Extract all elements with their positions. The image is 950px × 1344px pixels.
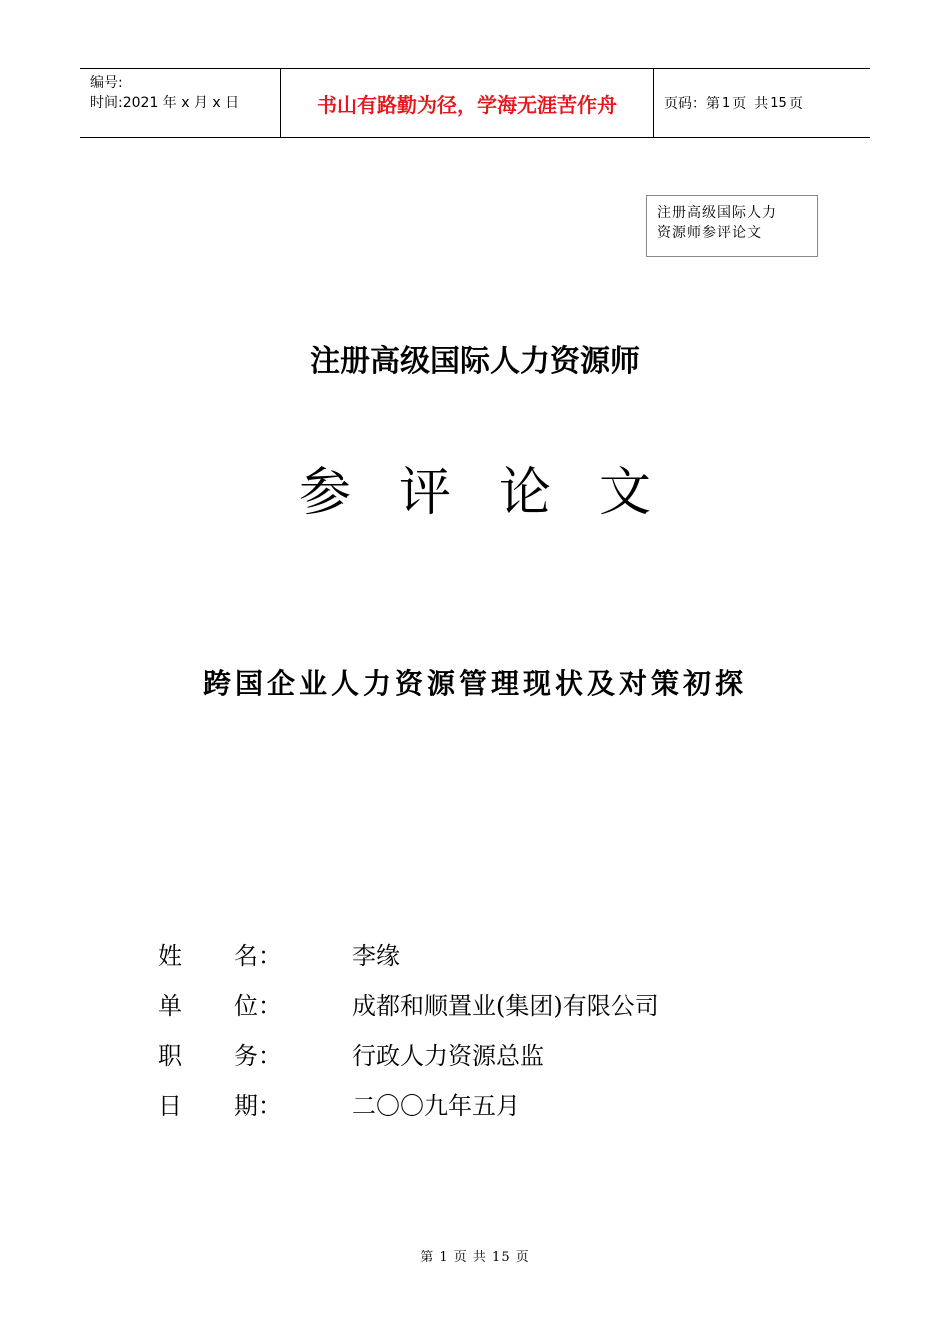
- header-meta-cell: [80, 69, 281, 137]
- info-value-name: 李缘: [352, 942, 400, 970]
- label-char: 务：: [234, 1042, 282, 1070]
- side-label-line1: 注册高级国际人力: [657, 205, 777, 221]
- page-total: 15: [770, 95, 787, 111]
- author-info: [158, 936, 858, 1136]
- page-prefix: 页码：第: [664, 96, 720, 112]
- page-current: 1: [722, 95, 731, 111]
- label-char: 姓: [158, 942, 182, 970]
- info-value-date: 二〇〇九年五月: [352, 1092, 520, 1120]
- label-char: 位：: [234, 992, 282, 1020]
- page-mid: 页: [732, 96, 747, 112]
- label-char: 单: [158, 992, 182, 1020]
- label-char: 名：: [234, 942, 282, 970]
- paper-title: 跨国企业人力资源管理现状及对策初探: [202, 667, 747, 700]
- label-char: 日: [158, 1092, 182, 1120]
- page-header: [80, 68, 870, 138]
- page-footer: 第 1 页 共 15 页: [420, 1250, 530, 1265]
- page-suffix: 页: [788, 96, 803, 112]
- info-row-unit: [158, 986, 858, 1036]
- info-value-unit: 成都和顺置业(集团)有限公司: [352, 992, 659, 1020]
- info-row-name: [158, 936, 858, 986]
- main-title: 注册高级国际人力资源师: [310, 344, 640, 379]
- header-motto-cell: [281, 69, 654, 137]
- page-total-prefix: 共: [754, 96, 769, 112]
- label-char: 职: [158, 1042, 182, 1070]
- side-label-box: [646, 195, 818, 257]
- document-type-title: 参评论文: [298, 463, 699, 523]
- side-label-line2: 资源师参评论文: [657, 225, 762, 241]
- number-label: 编号:: [90, 75, 123, 91]
- label-char: 期：: [234, 1092, 282, 1120]
- info-row-position: [158, 1036, 858, 1086]
- motto-text: 书山有路勤为径，学海无涯苦作舟: [317, 92, 617, 117]
- info-row-date: [158, 1086, 858, 1136]
- info-value-position: 行政人力资源总监: [352, 1042, 544, 1070]
- time-label: 时间:2021 年 x 月 x 日: [90, 95, 240, 111]
- header-page-cell: [654, 69, 870, 137]
